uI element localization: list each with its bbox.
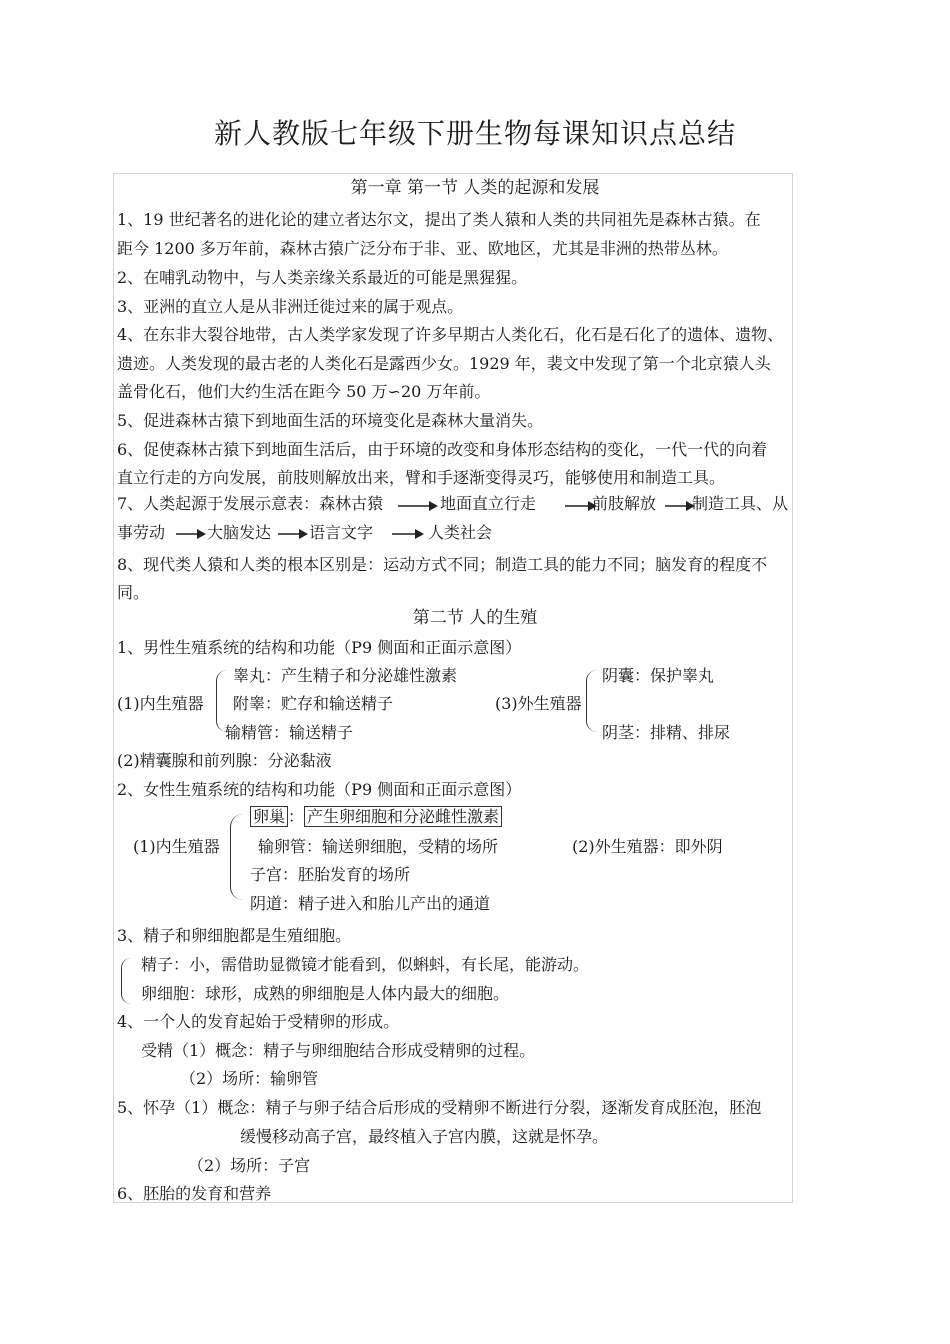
paragraph: 3、亚洲的直立人是从非洲迁徙过来的属于观点。 [117,297,464,316]
flow-step: 大脑发达 [207,523,272,542]
section-heading: 第一章 第一节 人类的起源和发展 [350,178,600,198]
flow-lead: 7、人类起源于发展示意表：森林古猿 [117,494,384,513]
paragraph: 6、促使森林古猿下到地面生活后，由于环境的改变和身体形态结构的变化，一代一代的向着 [117,440,768,459]
paragraph: 2、女性生殖系统的结构和功能（P9 侧面和正面示意图） [117,780,522,799]
paragraph: 5、怀孕（1）概念：精子与卵子结合后形成的受精卵不断进行分裂，逐渐发育成胚泡，胚泡 [117,1098,762,1117]
paragraph: 4、一个人的发育起始于受精卵的形成。 [117,1012,400,1031]
paragraph: 盖骨化石，他们大约生活在距今 50 万∽20 万年前。 [117,382,491,401]
list-item: 输精管：输送精子 [225,723,354,742]
paragraph: 2、在哺乳动物中，与人类亲缘关系最近的可能是黑猩猩。 [117,268,528,287]
flow-step: 地面直立行走 [440,494,537,513]
flow-step: 事劳动 [117,523,166,542]
arrow-icon [392,528,432,540]
list-item: 阴道：精子进入和胎儿产出的通道 [250,894,491,913]
brace-icon [586,670,597,732]
male-inner-label: (1)内生殖器 [117,694,204,713]
paragraph: 缓慢移动高子宫，最终植入子宫内膜，这就是怀孕。 [240,1127,609,1146]
flow-step: 前肢解放 [592,494,657,513]
arrow-icon [398,500,438,512]
paragraph: 4、在东非大裂谷地带，古人类学家发现了许多早期古人类化石，化石是石化了的遗体、遗物、 [117,325,784,344]
female-inner-label: (1)内生殖器 [133,837,220,856]
brace-icon [230,814,243,900]
paragraph: (2)精囊腺和前列腺：分泌黏液 [117,751,332,770]
paragraph: （2）场所：子宫 [188,1156,311,1175]
paragraph: 距今 1200 多万年前，森林古猿广泛分布于非、亚、欧地区，尤其是非洲的热带丛林。 [117,239,728,258]
paragraph: 8、现代类人猿和人类的根本区别是：运动方式不同；制造工具的能力不同；脑发育的程度不 [117,555,768,574]
paragraph: 1、男性生殖系统的结构和功能（P9 侧面和正面示意图） [117,638,522,657]
paragraph: 受精（1）概念：精子与卵细胞结合形成受精卵的过程。 [141,1041,536,1060]
list-item: 阴囊：保护睾丸 [602,666,715,685]
paragraph: 6、胚胎的发育和营养 [117,1184,272,1203]
flow-step: 人类社会 [428,523,493,542]
paragraph: 遗迹。人类发现的最古老的人类化石是露西少女。1929 年，裴文中发现了第一个北京猿人头 [117,354,771,373]
paragraph: 1、19 世纪著名的进化论的建立者达尔文，提出了类人猿和人类的共同祖先是森林古猿。在 [117,210,761,229]
list-item: 卵巢 ： 产生卵细胞和分泌雌性激素 [250,807,502,827]
female-outer-label: (2)外生殖器：即外阴 [572,837,723,856]
ovary-function: 产生卵细胞和分泌雌性激素 [304,806,502,827]
list-item: 输卵管：输送卵细胞，受精的场所 [258,837,499,856]
brace-icon [121,958,131,1004]
ovary-term: 卵巢 [250,806,288,827]
list-item: 卵细胞：球形，成熟的卵细胞是人体内最大的细胞。 [141,984,510,1003]
paragraph: 5、促进森林古猿下到地面生活的环境变化是森林大量消失。 [117,411,544,430]
list-item: 精子：小，需借助显微镜才能看到，似蝌蚪，有长尾，能游动。 [141,955,590,974]
paragraph: 同。 [117,583,150,602]
paragraph: 3、精子和卵细胞都是生殖细胞。 [117,926,352,945]
list-item: 子宫：胚胎发育的场所 [250,865,411,884]
section-heading: 第二节 人的生殖 [412,608,538,628]
list-item: 附睾：贮存和输送精子 [233,694,394,713]
document-title: 新人教版七年级下册生物每课知识点总结 [213,117,736,150]
list-item: 阴茎：排精、排尿 [602,723,731,742]
male-outer-label: (3)外生殖器 [495,694,582,713]
flow-step: 制造工具、从 [692,494,789,513]
paragraph: 直立行走的方向发展，前肢则解放出来，臂和手逐渐变得灵巧，能够使用和制造工具。 [117,468,726,487]
flow-step: 语言文字 [309,523,374,542]
paragraph: （2）场所：输卵管 [180,1069,319,1088]
list-item: 睾丸：产生精子和分泌雄性激素 [233,666,458,685]
